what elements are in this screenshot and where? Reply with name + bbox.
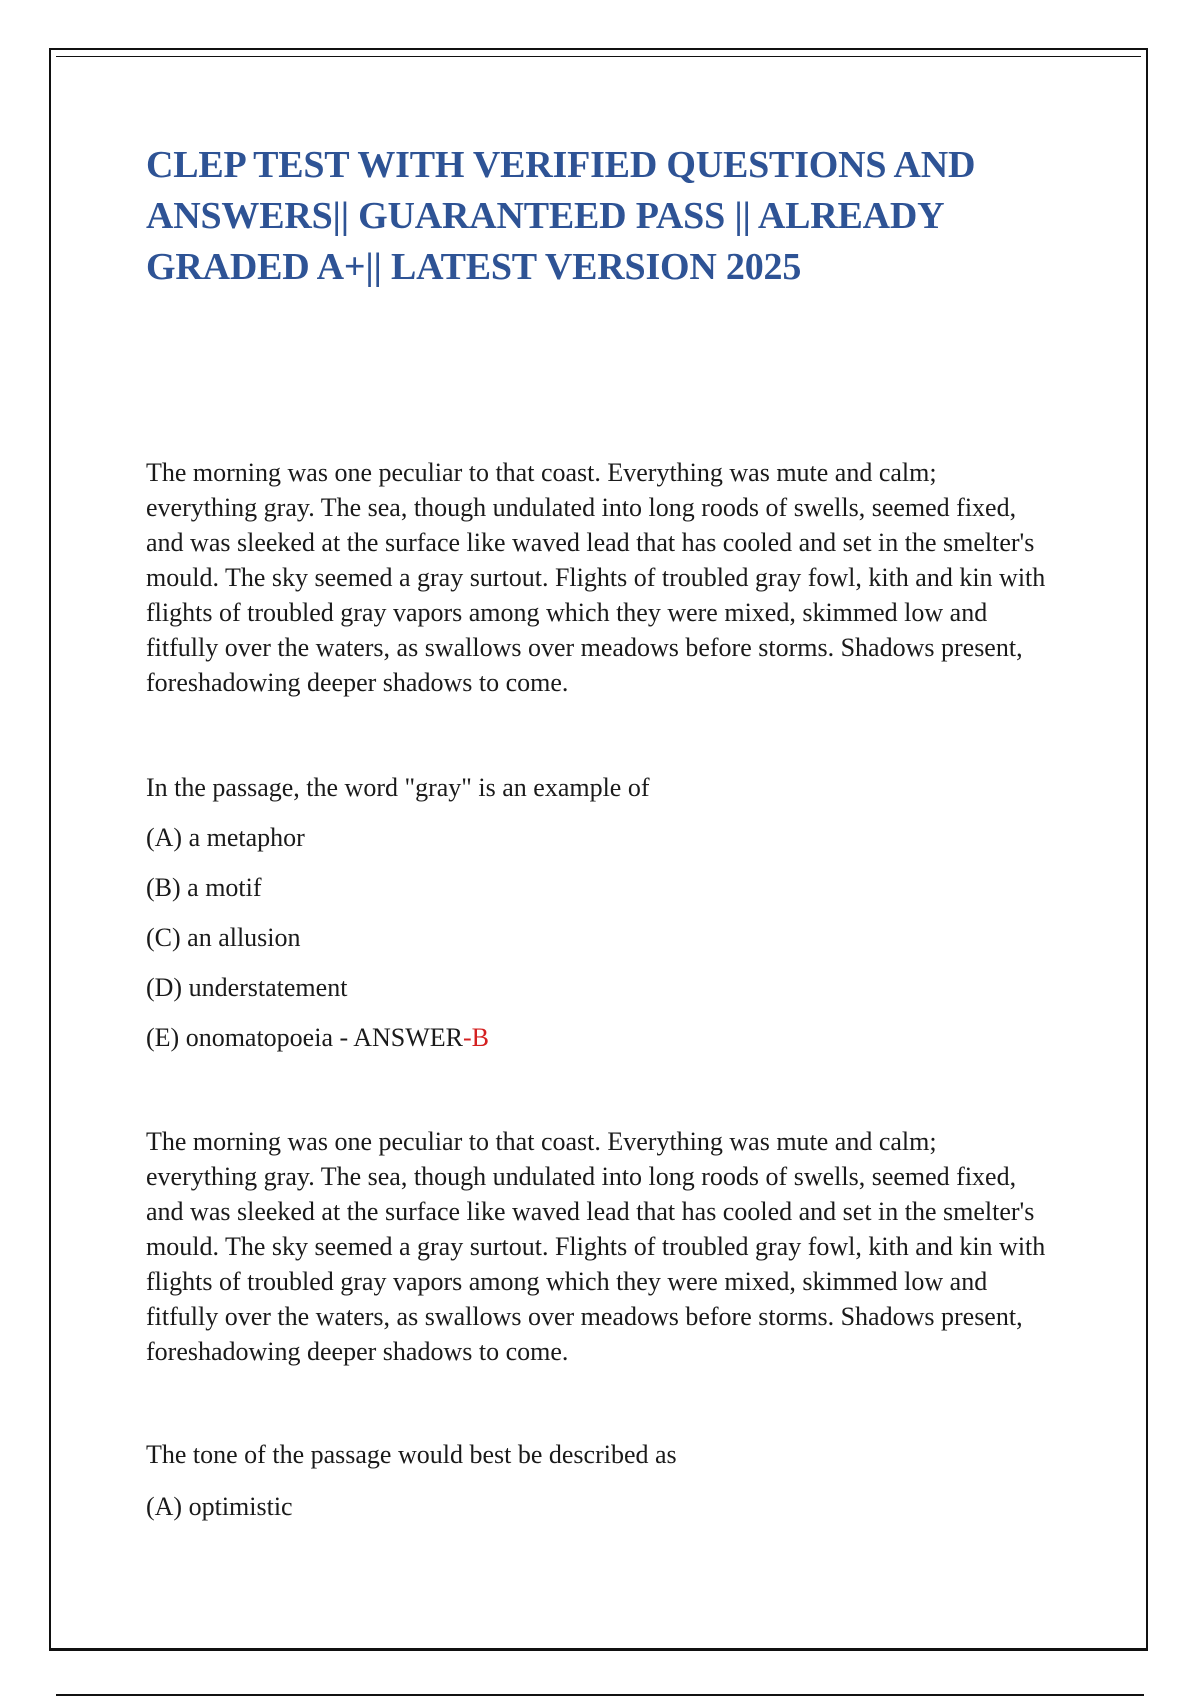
question-1-option-b: (B) a motif	[146, 873, 262, 902]
footer-rule	[56, 1694, 1144, 1696]
question-2-stem: The tone of the passage would best be described as	[146, 1440, 677, 1469]
page-frame-bottom-rule	[51, 1648, 1146, 1651]
document-title: CLEP TEST WITH VERIFIED QUESTIONS AND ANSWERS|| GUARANTEED PASS || ALREADY GRADED A+|| LATEST VERSION 2025	[146, 144, 976, 288]
document-body	[146, 140, 1046, 1524]
question-1-option-a: (A) a metaphor	[146, 823, 305, 852]
question-1-option-c: (C) an allusion	[146, 923, 301, 952]
question-1-option-e	[146, 1020, 1046, 1055]
passage-1: The morning was one peculiar to that coast. Everything was mute and calm; everything gray. The sea, though undulated into long roods of swells, seemed fixed, and was sleeked at the surface like waved lead that has cooled and set in the smelter's mould. The sky seemed a gray surtout. Flights of troubled gray fowl, kith and kin with flights of troubled gray vapors among which they were mixed, skimmed low and fitfully over the waters, as swallows over meadows before storms. Shadows present, foreshadowing deeper shadows to come.	[146, 458, 1046, 697]
answer-letter: B	[471, 1023, 490, 1052]
passage-2: The morning was one peculiar to that coast. Everything was mute and calm; everything gray. The sea, though undulated into long roods of swells, seemed fixed, and was sleeked at the surface like waved lead that has cooled and set in the smelter's mould. The sky seemed a gray surtout. Flights of troubled gray fowl, kith and kin with flights of troubled gray vapors among which they were mixed, skimmed low and fitfully over the waters, as swallows over meadows before storms. Shadows present, foreshadowing deeper shadows to come.	[146, 1127, 1046, 1366]
question-2-option-a: (A) optimistic	[146, 1492, 293, 1521]
question-1-option-e-text: (E) onomatopoeia - ANSWER	[146, 1023, 463, 1052]
page-frame-inner-rule	[56, 56, 1141, 57]
answer-separator: -	[463, 1023, 472, 1052]
question-1-stem: In the passage, the word "gray" is an example of	[146, 773, 650, 802]
question-1-option-d: (D) understatement	[146, 973, 348, 1002]
